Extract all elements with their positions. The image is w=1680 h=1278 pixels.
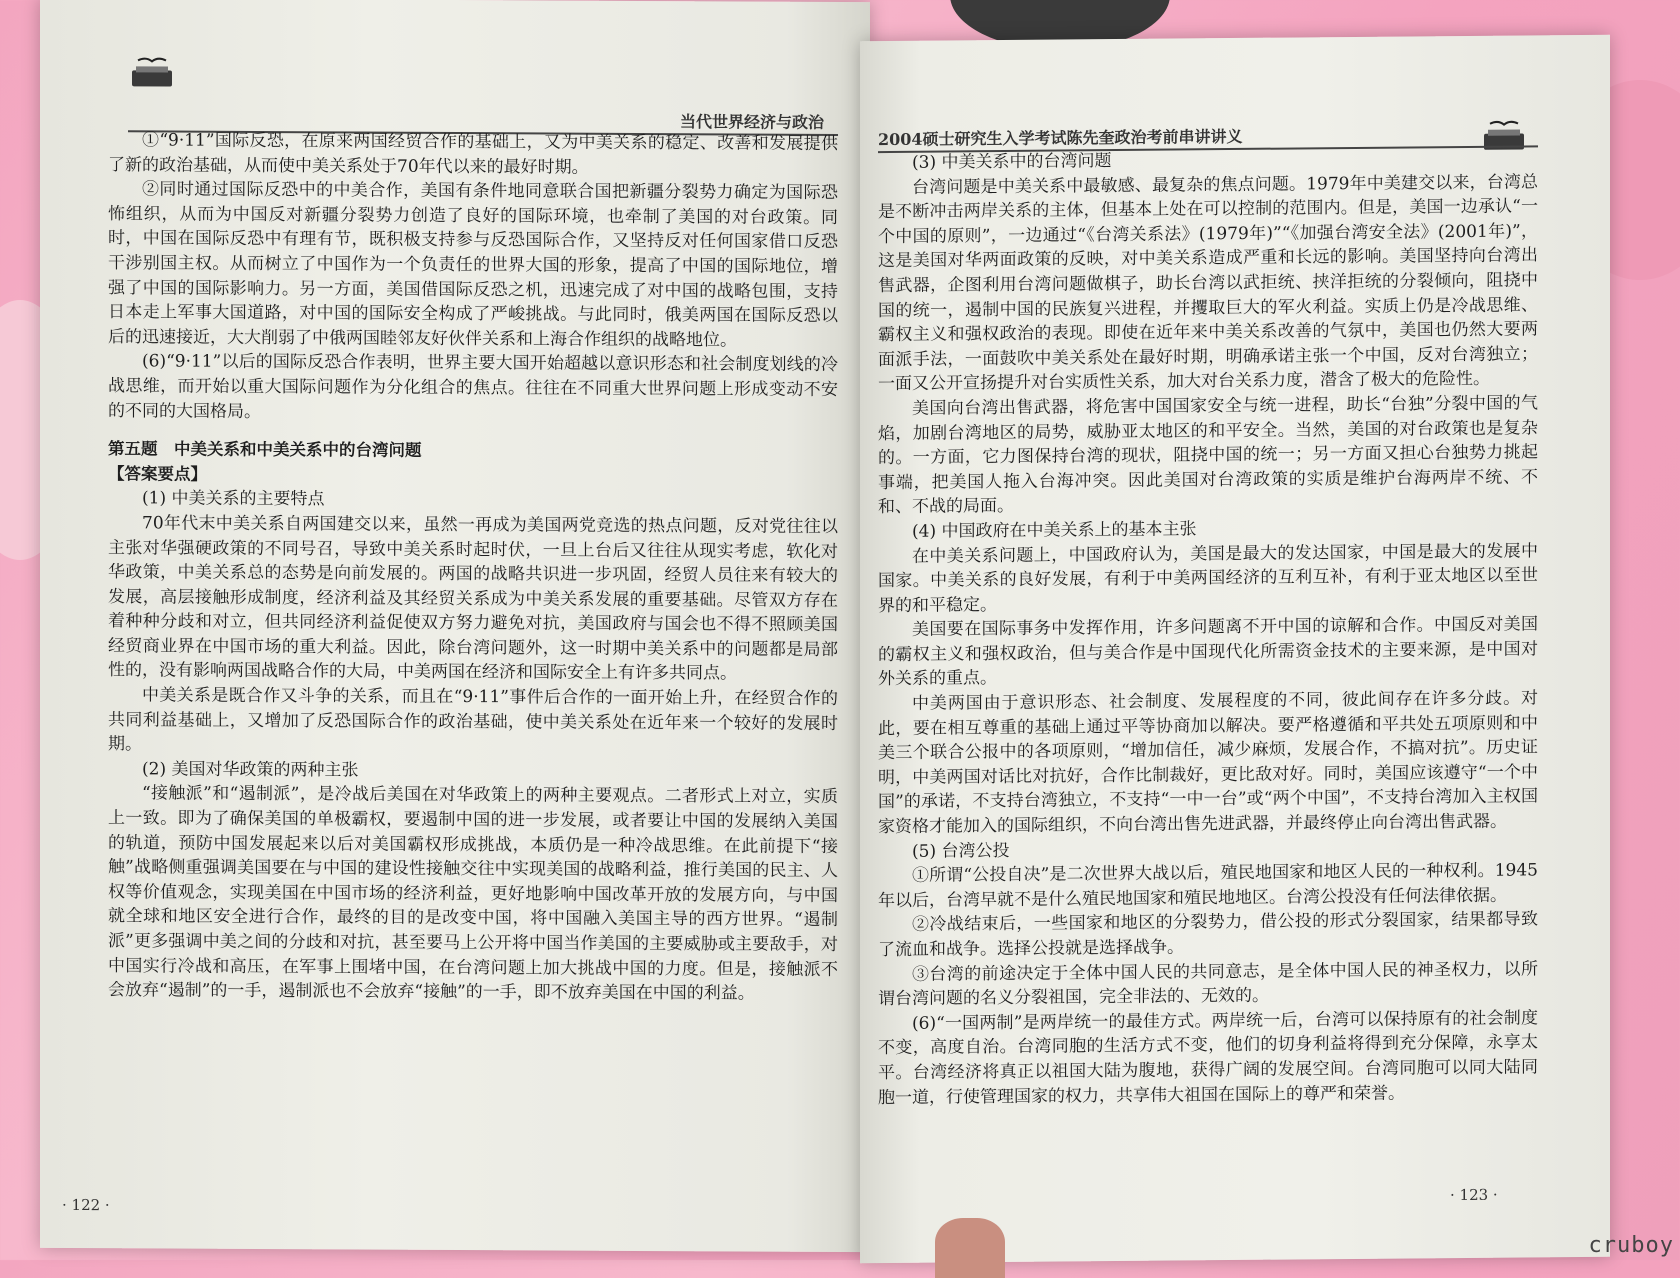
body-paragraph: 【答案要点】 [108, 463, 207, 484]
body-paragraph: 70年代末中美关系自两国建交以来，虽然一再成为美国两党竞选的热点问题，反对党往往以主张对华强硬政策的不同号召，导致中美关系时起时伏，一旦上台后又往往从现实考虑，软化对华政策，中美关系总的态势是向前发展的。两国的战略共识进一步巩固，经贸人员往来有较大的发展，高层接触形成制度，经济利益及其经贸关系成为中美关系发展的重要基础。尽管双方存在着种种分歧和对立，但共同经济利益促使双方努力避免对抗，美国政府与国会也不得不照顾美国经贸商业界在中国市场的重大利益。因此，除台湾问题外，这一时期中美关系中的问题都是局部性的，没有影响两国战略合作的大局，中美两国在经济和国际安全上有许多共同点。 [108, 513, 838, 684]
left-page [40, 0, 870, 1252]
left-page-number: · 122 · [62, 1195, 110, 1215]
body-paragraph: 中美两国由于意识形态、社会制度、发展程度的不同，彼此间存在许多分歧。对此，要在相互尊重的基础上通过平等协商加以解决。要严格遵循和平共处五项原则和中美三个联合公报中的各项原则，“增加信任，减少麻烦，发展合作，不搞对抗”。历史证明，中美两国对话比对抗好，合作比制裁好，更比敌对好。同时，美国应该遵守“一个中国”的承诺，不支持台湾独立，不支持“一中一台”或“两个中国”，不支持台湾加入主权国家资格才能加入的国际组织，不向台湾出售先进武器，并最终停止向台湾出售武器。 [878, 688, 1538, 838]
body-paragraph: 台湾问题是中美关系中最敏感、最复杂的焦点问题。1979年中美建交以来，台湾总是不断冲击两岸关系的主体，但基本上处在可以控制的范围内。但是，美国一边承认“一个中国的原则”，一边通过“《台湾关系法》(1979年)”“《加强台湾安全法》(2001年)”，这是美国对华两面政策的反映，对中美关系造成严重和长远的影响。美国坚持向台湾出售武器，企图利用台湾问题做棋子，助长台湾以武拒统、挟洋拒统的分裂倾向，阻挠中国的统一，遏制中国的民族复兴进程，并攫取巨大的军火利益。实质上仍是冷战思维、霸权主义和强权政治的表现。即使在近年来中美关系改善的气氛中，美国也仍然大要两面派手法，一面鼓吹中美关系处在最好时期，明确承诺主张一个中国，反对台湾独立；一面又公开宣扬提升对台实质性关系，加大对台关系力度，潜含了极大的危险性。 [878, 171, 1538, 395]
body-paragraph: 中美关系是既合作又斗争的关系，而且在“9·11”事件后合作的一面开始上升，在经贸合作的共同利益基础上，又增加了反恐国际合作的政治基础，使中美关系处在近年来一个较好的发展时期。 [108, 685, 838, 755]
body-paragraph: (3) 中美关系中的台湾问题 [912, 151, 1112, 173]
body-paragraph: ③台湾的前途决定于全体中国人民的共同意志，是全体中国人民的神圣权力，以所谓台湾问题的名义分裂祖国，完全非法的、无效的。 [878, 958, 1538, 1010]
body-paragraph: ②同时通过国际反恐中的中美合作，美国有条件地同意联合国把新疆分裂势力确定为国际恐怖组织，从而为中国反对新疆分裂势力创造了良好的国际环境，也牵制了美国的对台政策。同时，中国在国际反恐中有理有节，既积极支持参与反恐国际合作，又坚持反对任何国家借口反恐干涉别国主权。从而树立了中国作为一个负责任的世界大国的形象，提高了中国的国际地位，增强了中国的国际影响力。另一方面，美国借国际反恐之机，迅速完成了对中国的战略包围，支持日本走上军事大国道路，对中国的国际安全构成了严峻挑战。与此同时，俄美两国在国际反恐以后的迅速接近，大大削弱了中俄两国睦邻友好伙伴关系和上海合作组织的战略地位。 [108, 179, 838, 351]
thumb [935, 1218, 1005, 1278]
body-paragraph: ②冷战结束后，一些国家和地区的分裂势力，借公投的形式分裂国家，结果都导致了流血和战争。选择公投就是选择战争。 [878, 909, 1538, 961]
body-paragraph: 在中美关系问题上，中国政府认为，美国是最大的发达国家，中国是最大的发展中国家。中美关系的良好发展，有利于中美两国经济的互利互补，有利于亚太地区以至世界的和平稳定。 [878, 540, 1538, 616]
left-body-text [108, 128, 838, 1007]
body-paragraph: ①所谓“公投自决”是二次世界大战以后，殖民地国家和地区人民的一种权利。1945年以后，台湾早就不是什么殖民地国家和殖民地地区。台湾公投没有任何法律依据。 [878, 860, 1538, 911]
right-page [860, 35, 1610, 1264]
section-heading: 第五题 中美关系和中美关系中的台湾问题 [108, 439, 422, 460]
body-paragraph: (2) 美国对华政策的两种主张 [142, 759, 359, 781]
body-paragraph: (4) 中国政府在中美关系上的基本主张 [912, 519, 1197, 542]
body-paragraph: (6)“一国两制”是两岸统一的最佳方式。两岸统一后，台湾可以保持原有的社会制度不变，高度自治。台湾同胞的生活方式不变，他们的切身利益将得到充分保障，永享太平。台湾经济将真正以祖国大陆为腹地，获得广阔的发展空间。台湾同胞可以同大陆同胞一道，行使管理国家的权力，共享伟大祖国在国际上的尊严和荣誉。 [878, 1008, 1538, 1108]
body-paragraph: ①“9·11”国际反恐，在原来两国经贸合作的基础上，又为中美关系的稳定、改善和发展提供了新的政治基础，从而使中美关系处于70年代以来的最好时期。 [108, 130, 838, 178]
right-body-text [878, 145, 1538, 1110]
body-paragraph: (6)“9·11”以后的国际反恐合作表明，世界主要大国开始超越以意识形态和社会制度划线的冷战思维，而开始以重大国际问题作为分化组合的焦点。往往在不同重大世界问题上形成变动不安的不同的大国格局。 [108, 351, 838, 422]
body-paragraph: (1) 中美关系的主要特点 [142, 488, 325, 510]
body-paragraph: 美国要在国际事务中发挥作用，许多问题离不开中国的谅解和合作。中国反对美国的霸权主义和强权政治，但与美合作是中国现代化所需资金技术的主要来源，是中国对外关系的重点。 [878, 614, 1538, 690]
right-header-title: 2004硕士研究生入学考试陈先奎政治考前串讲讲义 [878, 126, 1243, 150]
book-logo-icon [128, 56, 176, 90]
body-paragraph: “接触派”和“遏制派”，是冷战后美国在对华政策上的两种主要观点。二者形式上对立，实质上一致。即为了确保美国的单极霸权，要遏制中国的进一步发展，或者要让中国的发展纳入美国的轨道，预防中国发展起来以后对美国霸权形成挑战，本质仍是一种冷战思维。在此前提下“接触”战略侧重强调美国要在与中国的建设性接触交往中实现美国的战略利益，推行美国的民主、人权等价值观念，实现美国在中国市场的经济利益，更好地影响中国改革开放的发展方向，与中国就全球和地区安全进行合作，最终的目的是改变中国，将中国融入美国主导的西方世界。“遏制派”更多强调中美之间的分歧和对抗，甚至要马上公开将中国当作美国的主要威胁或主要敌手，对中国实行冷战和高压，在军事上围堵中国，在台湾问题上加大挑战中国的力度。但是，接触派不会放弃“遏制”的一手，遏制派也不会放弃“接触”的一手，即不放弃美国在中国的利益。 [108, 783, 838, 1004]
left-header-title: 当代世界经济与政治 [680, 112, 825, 132]
body-paragraph: (5) 台湾公投 [912, 840, 1010, 862]
right-page-number: · 123 · [1450, 1185, 1498, 1205]
body-paragraph: 美国向台湾出售武器，将危害中国国家安全与统一进程，助长“台独”分裂中国的气焰，加剧台湾地区的局势，威胁亚太地区的和平安全。当然，美国的对台政策也是复杂的。一方面，它力图保持台湾的现状，阻挠中国的统一；另一方面又担心台独势力挑起事端，把美国人拖入台海冲突。因此美国对台湾政策的实质是维护台海两岸不统、不和、不战的局面。 [878, 393, 1538, 518]
watermark-text: cruboy [1588, 1233, 1674, 1258]
